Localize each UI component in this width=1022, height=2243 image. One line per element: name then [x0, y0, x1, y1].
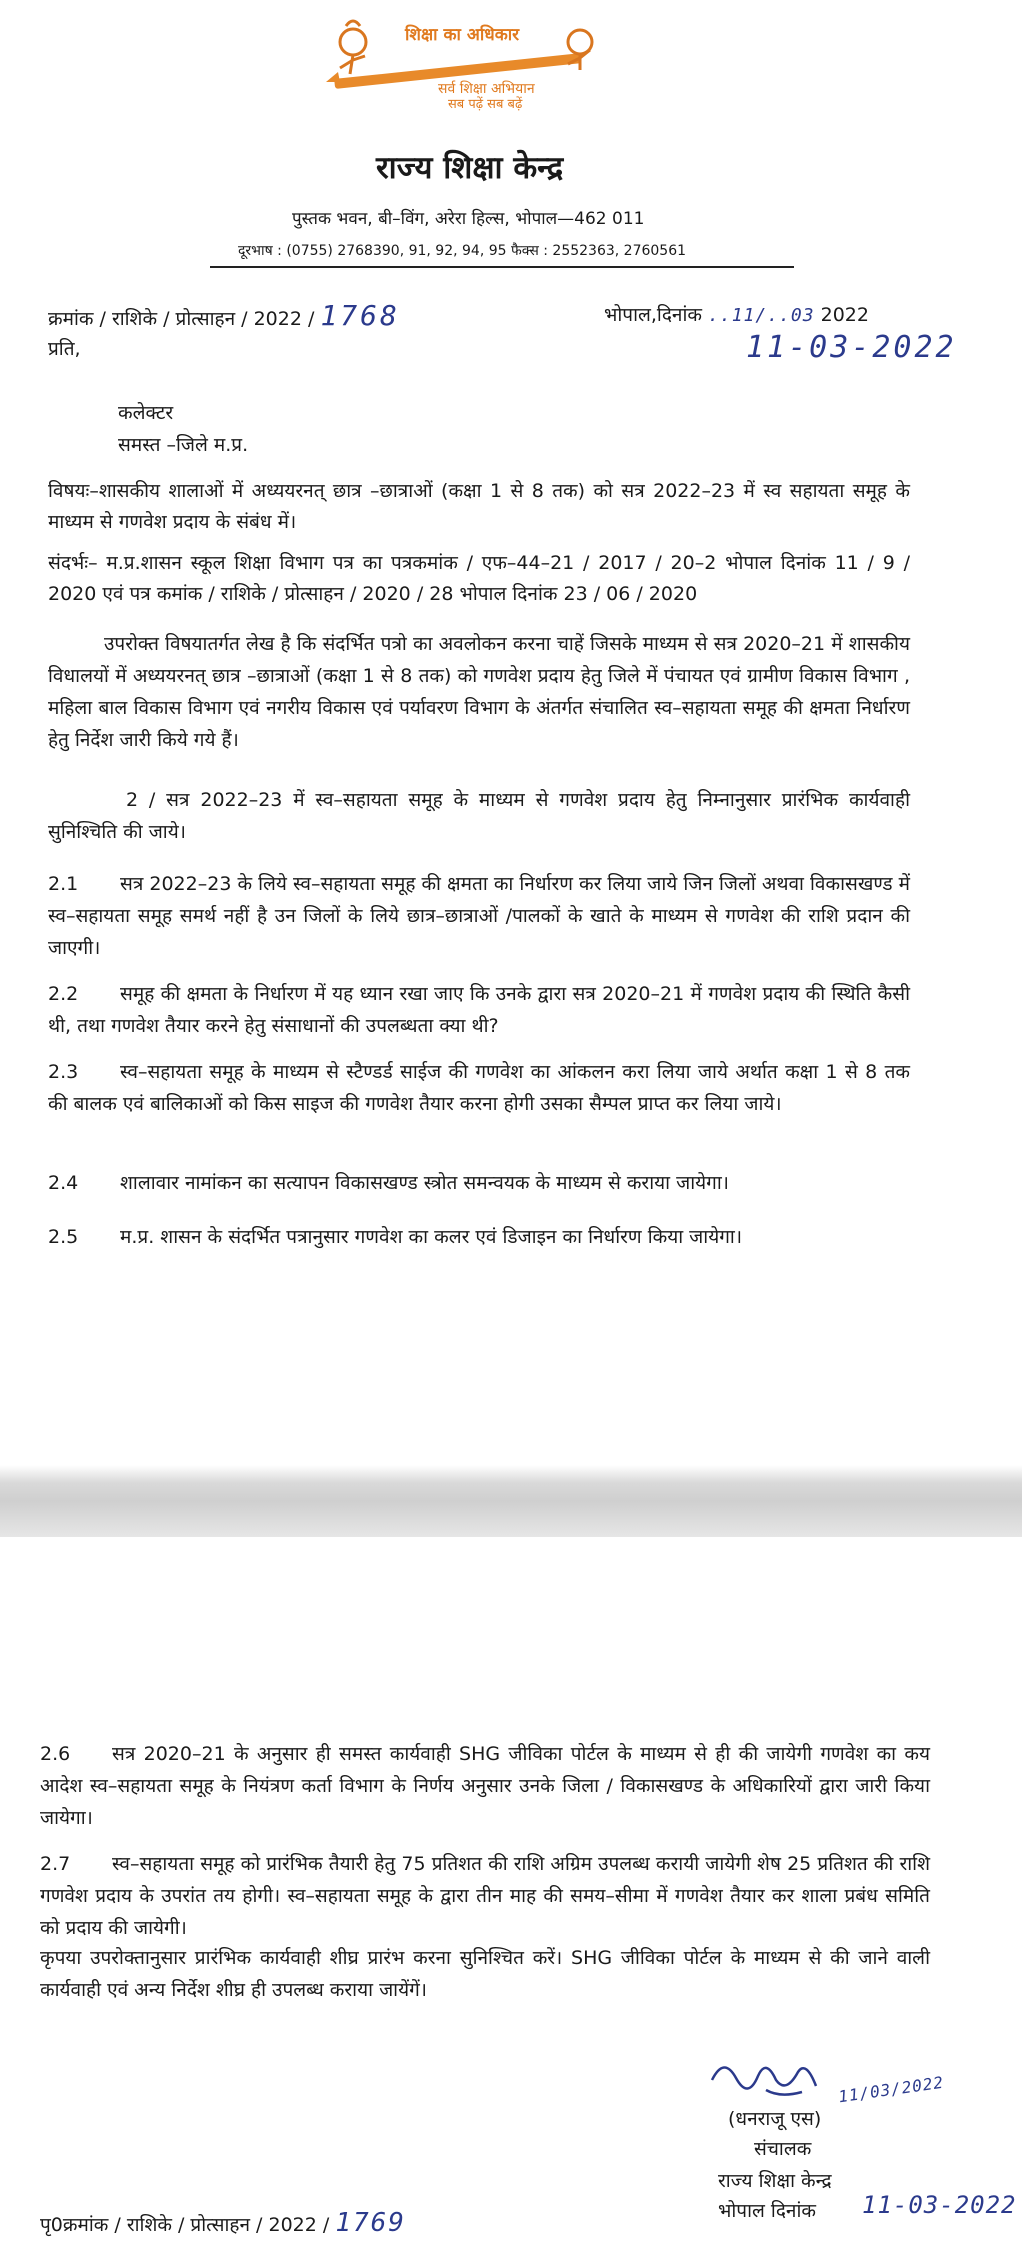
list-item-2-5: [48, 1222, 910, 1253]
reference: संदर्भः– म.प्र.शासन स्कूल शिक्षा विभाग पत्र का पत्रकमांक / एफ–44–21 / 2017 / 20–2 भोपाल दिनांक 11 / 9 / 2020 एवं पत्र कमांक / राशिके / प्रोत्साहन / 2020 / 28 भोपाल दिनांक 23 / 06 / 2020: [48, 552, 910, 605]
signatory-org: राज्य शिक्षा केन्द्र: [718, 2170, 832, 2192]
list-item-2-1: [48, 868, 910, 964]
page-break: [0, 1465, 1022, 1537]
logo-tagline-1: सर्व शिक्षा अभियान: [438, 81, 535, 97]
date-handwritten: 11-03-2022: [746, 330, 957, 365]
date-partial: ..11/..03: [708, 305, 815, 326]
item-text: सत्र 2020–21 के अनुसार ही समस्त कार्यवाही SHG जीविका पोर्टल के माध्यम से ही की जायेगी गणवेश का कय आदेश स्व–सहायता समूह के नियंत्रण कर्ता विभाग के निर्णय अनुसार उनके जिला / विकासखण्ड के अधिकारियों द्वारा जारी किया जायेगा।: [40, 1743, 930, 1829]
org-phone: दूरभाष : (0755) 2768390, 91, 92, 94, 95 फैक्स : 2552363, 2760561: [238, 243, 687, 259]
date-printed: भोपाल,दिनांक: [604, 304, 702, 326]
endorsement-handwritten: 1769: [335, 2208, 406, 2238]
subject: विषयः–शासकीय शालाओं में अध्ययरनत् छात्र –छात्राओं (कक्षा 1 से 8 तक) को सत्र 2022–23 में स्व सहायता समूह के माध्यम से गणवेश प्रदाय के संबंध में।: [48, 480, 910, 533]
endorsement-printed: पृ0क्रमांक / राशिके / प्रोत्साहन / 2022 /: [40, 2214, 330, 2236]
item-number: 2.1: [48, 873, 79, 895]
signature-image: [706, 2050, 836, 2106]
item-number: 2.2: [48, 983, 79, 1005]
to-label: प्रति,: [48, 338, 81, 360]
recipient-scope: समस्त –जिले म.प्र.: [118, 434, 249, 456]
org-address: पुस्तक भवन, बी–विंग, अरेरा हिल्स, भोपाल—462 011: [292, 209, 645, 229]
list-item-2-6: [40, 1738, 930, 1834]
item-number: 2.7: [40, 1853, 71, 1875]
item-number: 2.6: [40, 1743, 71, 1765]
para-1: उपरोक्त विषयातर्गत लेख है कि संदर्भित पत्रो का अवलोकन करना चाहें जिसके माध्यम से सत्र 2020–21 में शासकीय विधालयों में अध्ययरनत् छात्र –छात्राओं (कक्षा 1 से 8 तक) को गणवेश प्रदाय हेतु जिले में पंचायत एवं ग्रामीण विकास विभाग , महिला बाल विकास विभाग एवं नगरीय विकास एवं पर्यावरण विभाग के अंतर्गत संचालित स्व–सहायता समूह की क्षमता निर्धारण हेतु निर्देश जारी किये गये हैं।: [48, 633, 910, 751]
item-number: 2.4: [48, 1172, 79, 1194]
ref-number: [48, 300, 400, 335]
list-item-2-7: [40, 1848, 930, 1944]
ref-printed: क्रमांक / राशिके / प्रोत्साहन / 2022 /: [48, 308, 315, 330]
signature-date: 11/03/2022: [837, 2072, 946, 2107]
list-item-2-3: [48, 1056, 910, 1120]
signatory-designation: संचालक: [754, 2138, 812, 2160]
para-2: 2 / सत्र 2022–23 में स्व–सहायता समूह के माध्यम से गणवेश प्रदाय हेतु निम्नानुसार प्रारंभिक कार्यवाही सुनिश्चिति की जाये।: [48, 789, 910, 843]
endorsement-ref: [40, 2208, 406, 2241]
item-text: स्व–सहायता समूह के माध्यम से स्टैण्डर्ड साईज की गणवेश का आंकलन करा लिया जाये अर्थात कक्षा 1 से 8 तक की बालक एवं बालिकाओं को किस साइज की गणवेश तैयार करना होगी उसका सैम्पल प्राप्त कर लिया जाये।: [48, 1061, 910, 1115]
list-item-2-4: [48, 1168, 910, 1199]
header-divider: [210, 266, 794, 268]
item-text: म.प्र. शासन के संदर्भित पत्रानुसार गणवेश का कलर एवं डिजाइन का निर्धारण किया जायेगा।: [120, 1226, 743, 1248]
item-text: शालावार नामांकन का सत्यापन विकासखण्ड स्त्रोत समन्वयक के माध्यम से कराया जायेगा।: [120, 1172, 729, 1194]
logo-tagline-2: सब पढ़ें सब बढ़ें: [448, 97, 523, 112]
item-text: सत्र 2022–23 के लिये स्व–सहायता समूह की क्षमता का निर्धारण कर लिया जाये जिन जिलों अथवा विकासखण्ड में स्व–सहायता समूह समर्थ नहीं है उन जिलों के लिये छात्र–छात्राओं /पालकों के खाते के माध्यम से गणवेश की राशि प्रदान की जाएगी।: [48, 873, 910, 959]
item-text: स्व–सहायता समूह को प्रारंभिक तैयारी हेतु 75 प्रतिशत की राशि अग्रिम उपलब्ध करायी जायेगी शेष 25 प्रतिशत की राशि गणवेश प्रदाय के उपरांत तय होगी। स्व–सहायता समूह के द्वारा तीन माह की समय–सीमा में गणवेश तैयार कर शाला प्रबंध समिति को प्रदाय की जायेगी।: [40, 1853, 930, 1939]
org-name: राज्य शिक्षा केन्द्र: [376, 150, 564, 186]
item-number: 2.3: [48, 1061, 79, 1083]
date-year: 2022: [820, 304, 869, 326]
date-line: [604, 300, 869, 331]
logo-banner-text: शिक्षा का अधिकार: [405, 25, 520, 45]
signatory-name: (धनराजू एस): [728, 2108, 822, 2130]
signatory-place-date: भोपाल दिनांक: [718, 2200, 816, 2222]
list-item-2-2: [48, 978, 910, 1042]
signatory-date-handwritten: 11-03-2022: [862, 2191, 1017, 2219]
ref-handwritten: 1768: [320, 299, 400, 332]
item-number: 2.5: [48, 1226, 79, 1248]
recipient-title: कलेक्टर: [118, 402, 174, 424]
closing-paragraph: कृपया उपरोक्तानुसार प्रारंभिक कार्यवाही शीघ्र प्रारंभ करना सुनिश्चित करें। SHG जीविका पोर्टल के माध्यम से की जाने वाली कार्यवाही एवं अन्य निर्देश शीघ्र ही उपलब्ध कराया जायेंगें।: [40, 1947, 930, 2001]
item-text: समूह की क्षमता के निर्धारण में यह ध्यान रखा जाए कि उनके द्वारा सत्र 2020–21 में गणवेश प्रदाय की स्थिति कैसी थी, तथा गणवेश तैयार करने हेतु संसाधानों की उपलब्धता क्या थी?: [48, 983, 910, 1037]
